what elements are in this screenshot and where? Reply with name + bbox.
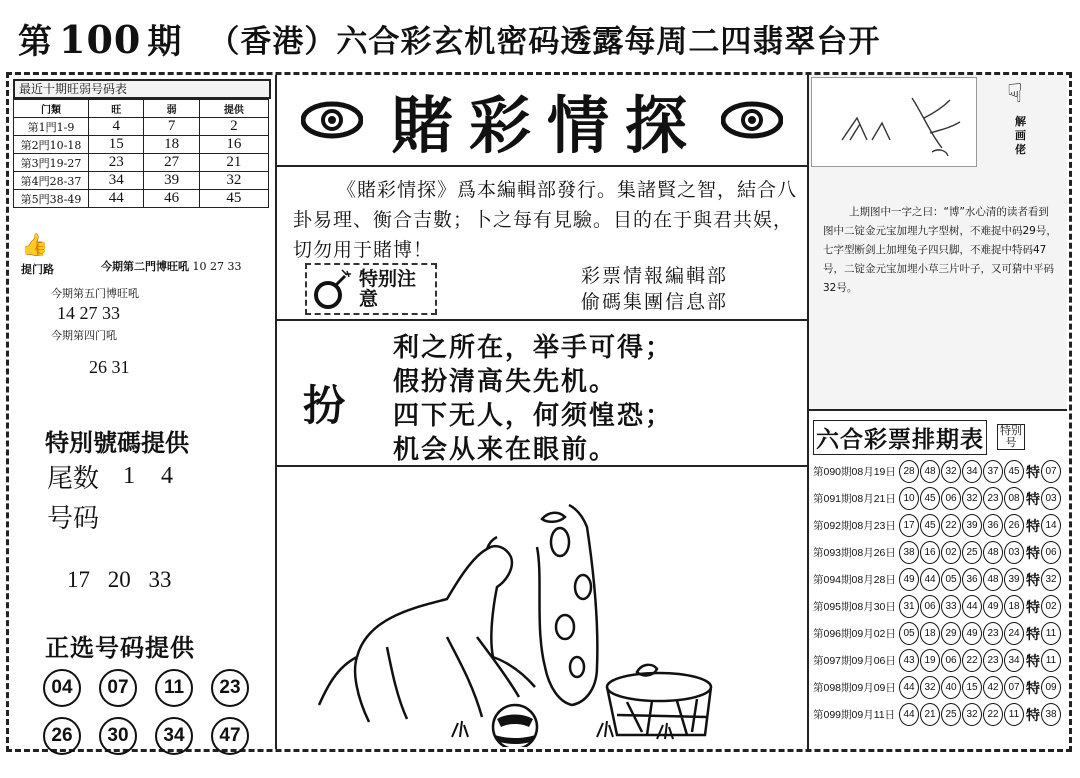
schedule-ball: 44	[899, 676, 919, 699]
schedule-ball: 48	[920, 460, 940, 483]
schedule-ball: 16	[920, 541, 940, 564]
schedule-ball: 21	[920, 703, 940, 726]
schedule-ball: 19	[920, 649, 940, 672]
ruo-cell: 27	[144, 154, 199, 172]
issue-number-value: 100	[59, 16, 142, 62]
schedule-ball: 48	[983, 568, 1003, 591]
page-title: （香港）六合彩玄机密码透露每周二四翡翠台开	[208, 23, 881, 60]
schedule-ball: 39	[962, 514, 982, 537]
special-label: 特	[1026, 517, 1040, 534]
schedule-row	[813, 458, 1067, 485]
tip-line-3-label: 今期第四门吼	[51, 329, 117, 342]
explanation-text: 上期图中一字之曰：“博”水心清的读者看到图中二锭金元宝加埋九字型树，不难捉中码29号，七字型断剑上加埋兔子四只脚，不难捉中特码47号，二锭金元宝加埋小草三片叶子，又可猜中平码32号。	[823, 206, 1057, 294]
schedule-ball: 32	[962, 487, 982, 510]
eye-icon	[301, 100, 363, 140]
schedule-ball: 33	[941, 595, 961, 618]
tigong-cell: 45	[199, 190, 268, 208]
tip-line-1-label: 今期第二門博旺吼	[101, 260, 189, 273]
wang-cell: 44	[89, 190, 144, 208]
number-ball: 11	[155, 669, 193, 707]
schedule-special-ball: 09	[1041, 676, 1061, 699]
stats-block	[13, 79, 271, 208]
schedule-row	[813, 512, 1067, 539]
tail-row	[47, 458, 173, 495]
poem-block	[277, 319, 807, 467]
schedule-date: 第098期09月09日	[813, 682, 896, 694]
tip-line-2-label: 今期第五门博旺吼	[51, 287, 139, 300]
main-numbers-row	[43, 669, 283, 707]
schedule-row	[813, 620, 1067, 647]
previous-picture	[811, 77, 977, 167]
schedule-date: 第094期08月28日	[813, 574, 896, 586]
number-ball: 47	[211, 717, 249, 755]
schedule-row	[813, 701, 1067, 728]
schedule-ball: 36	[962, 568, 982, 591]
schedule-ball: 10	[899, 487, 919, 510]
tigong-cell: 32	[199, 172, 268, 190]
col-header: 弱	[144, 100, 199, 118]
tail-label: 尾数	[47, 464, 100, 494]
explanation-panel	[809, 75, 1067, 411]
poem-line: 假扮清高失先机。	[393, 367, 618, 397]
schedule-row	[813, 485, 1067, 512]
schedule-ball: 02	[941, 541, 961, 564]
stats-header-row	[14, 100, 269, 118]
schedule-ball: 29	[941, 622, 961, 645]
schedule-date: 第096期09月02日	[813, 628, 896, 640]
code-label: 号码	[47, 504, 100, 534]
tigong-cell: 21	[199, 154, 268, 172]
schedule-ball: 25	[962, 541, 982, 564]
schedule-special-ball: 38	[1041, 703, 1061, 726]
special-label: 特	[1026, 544, 1040, 561]
schedule-ball: 49	[899, 568, 919, 591]
schedule-date: 第099期09月11日	[813, 709, 896, 721]
issue-suffix: 期	[147, 21, 183, 62]
schedule-row	[813, 647, 1067, 674]
schedule-ball: 36	[983, 514, 1003, 537]
schedule-list	[813, 458, 1067, 728]
schedule-ball: 26	[1004, 514, 1024, 537]
special-label: 特	[1026, 679, 1040, 696]
schedule-ball: 38	[899, 541, 919, 564]
schedule-ball: 34	[962, 460, 982, 483]
schedule-ball: 31	[899, 595, 919, 618]
schedule-special-ball: 14	[1041, 514, 1061, 537]
schedule-special-ball: 03	[1041, 487, 1061, 510]
code-nums: 17 20 33	[67, 567, 172, 592]
ball-drawing	[493, 705, 537, 747]
row-label: 第1門1-9	[14, 118, 89, 136]
col-header: 门類	[14, 100, 89, 118]
col-header: 旺	[89, 100, 144, 118]
schedule-row	[813, 566, 1067, 593]
stats-caption: 最近十期旺弱号码表	[13, 79, 271, 99]
schedule-ball: 23	[983, 622, 1003, 645]
schedule-ball: 08	[1004, 487, 1024, 510]
schedule-row	[813, 593, 1067, 620]
riddle-illustration	[297, 487, 797, 747]
tip-line-1	[101, 258, 241, 274]
schedule-ball: 28	[899, 460, 919, 483]
notice-box	[305, 263, 437, 315]
row-label: 第5門38-49	[14, 190, 89, 208]
poem-text	[393, 331, 673, 467]
schedule-row	[813, 539, 1067, 566]
ruo-cell: 18	[144, 136, 199, 154]
right-column	[809, 75, 1069, 749]
schedule-ball: 18	[1004, 595, 1024, 618]
intro-text: 《賭彩情探》爲本編輯部發行。集諸賢之智，結合八卦易理、衡合吉數；卜之每有見驗。目的在于與君共娱，切勿用于賭博！	[293, 179, 798, 261]
broken-sword-stump	[537, 505, 597, 705]
notice-text: 特别注意	[359, 268, 417, 310]
schedule-ball: 06	[941, 487, 961, 510]
issue-number	[18, 14, 182, 63]
schedule-ball: 18	[920, 622, 940, 645]
middle-column	[277, 75, 809, 749]
special-label: 特	[1026, 571, 1040, 588]
special-label: 特	[1026, 706, 1040, 723]
pot-drawing	[607, 665, 711, 735]
ruo-cell: 46	[144, 190, 199, 208]
schedule-ball: 05	[899, 622, 919, 645]
issue-prefix: 第	[18, 21, 53, 62]
schedule-ball: 44	[962, 595, 982, 618]
schedule-ball: 06	[941, 649, 961, 672]
table-row	[14, 154, 269, 172]
schedule-special-ball: 07	[1041, 460, 1061, 483]
schedule-ball: 49	[983, 595, 1003, 618]
schedule-ball: 49	[962, 622, 982, 645]
wang-cell: 34	[89, 172, 144, 190]
schedule-date: 第092期08月23日	[813, 520, 896, 532]
schedule-ball: 39	[1004, 568, 1024, 591]
tip-line-2-nums: 14 27 33	[57, 303, 120, 323]
poem-line: 机会从来在眼前。	[393, 435, 618, 465]
tigong-cell: 2	[199, 118, 268, 136]
row-label: 第2門10-18	[14, 136, 89, 154]
schedule-ball: 06	[920, 595, 940, 618]
tip-line-3-nums: 26 31	[89, 357, 130, 377]
poem-key-char: 扮	[303, 381, 346, 430]
table-row	[14, 190, 269, 208]
schedule-date: 第090期08月19日	[813, 466, 896, 478]
main-numbers-row	[43, 717, 283, 755]
schedule-ball: 05	[941, 568, 961, 591]
schedule-ball: 45	[920, 514, 940, 537]
schedule-ball: 44	[920, 568, 940, 591]
schedule-title: 六合彩票排期表	[813, 420, 987, 455]
bomb-icon	[311, 267, 355, 311]
schedule-ball: 42	[983, 676, 1003, 699]
schedule-ball: 15	[962, 676, 982, 699]
schedule-header	[813, 415, 1063, 459]
schedule-ball: 11	[1004, 703, 1024, 726]
schedule-date: 第095期08月30日	[813, 601, 896, 613]
masthead-title: 賭彩情探	[390, 88, 703, 162]
eye-icon	[721, 100, 783, 140]
page-header	[10, 10, 1070, 66]
special-label: 特	[1026, 490, 1040, 507]
special-tag: 特别号	[997, 424, 1025, 450]
publisher-2: 偷碼集團信息部	[581, 291, 729, 313]
number-ball: 23	[211, 669, 249, 707]
schedule-ball: 48	[983, 541, 1003, 564]
schedule-date: 第097期09月06日	[813, 655, 896, 667]
col-header: 提供	[199, 100, 268, 118]
schedule-ball: 34	[1004, 649, 1024, 672]
schedule-ball: 17	[899, 514, 919, 537]
main-numbers	[43, 669, 283, 755]
schedule-ball: 32	[962, 703, 982, 726]
special-label: 特	[1026, 598, 1040, 615]
schedule-date: 第091期08月21日	[813, 493, 896, 505]
tree-sketch	[812, 78, 976, 166]
thumbs-up-icon: 👍	[21, 233, 49, 258]
schedule-ball: 32	[920, 676, 940, 699]
schedule-special-ball: 32	[1041, 568, 1061, 591]
special-label: 特	[1026, 652, 1040, 669]
schedule-ball: 32	[941, 460, 961, 483]
schedule-ball: 07	[1004, 676, 1024, 699]
table-row	[14, 118, 269, 136]
schedule-special-ball: 11	[1041, 649, 1061, 672]
animal-drawing	[319, 537, 535, 722]
schedule-ball: 37	[983, 460, 1003, 483]
special-label: 特	[1026, 463, 1040, 480]
wang-cell: 23	[89, 154, 144, 172]
schedule-ball: 45	[1004, 460, 1024, 483]
publisher-1: 彩票情報編輯部	[581, 265, 729, 287]
schedule-row	[813, 674, 1067, 701]
stats-table	[13, 99, 269, 208]
schedule-ball: 24	[1004, 622, 1024, 645]
number-ball: 07	[99, 669, 137, 707]
main-title: 正选号码提供	[45, 633, 195, 662]
tigong-cell: 16	[199, 136, 268, 154]
poem-line: 利之所在，举手可得；	[393, 333, 674, 363]
tip-line-1-nums: 10 27 33	[192, 260, 242, 273]
schedule-ball: 22	[983, 703, 1003, 726]
special-label: 特	[1026, 625, 1040, 642]
wang-cell: 4	[89, 118, 144, 136]
left-column	[9, 75, 277, 749]
special-title: 特別號碼提供	[45, 429, 189, 457]
schedule-special-ball: 11	[1041, 622, 1061, 645]
schedule-special-ball: 06	[1041, 541, 1061, 564]
masthead	[277, 75, 807, 167]
schedule-ball: 40	[941, 676, 961, 699]
schedule-special-ball: 02	[1041, 595, 1061, 618]
table-row	[14, 136, 269, 154]
pointing-hand-icon: ☟	[1007, 79, 1023, 109]
schedule-ball: 22	[962, 649, 982, 672]
row-label: 第4門28-37	[14, 172, 89, 190]
number-ball: 30	[99, 717, 137, 755]
ruo-cell: 39	[144, 172, 199, 190]
schedule-ball: 23	[983, 649, 1003, 672]
wang-cell: 15	[89, 136, 144, 154]
number-ball: 34	[155, 717, 193, 755]
number-ball: 26	[43, 717, 81, 755]
table-row	[14, 172, 269, 190]
ruo-cell: 7	[144, 118, 199, 136]
schedule-ball: 44	[899, 703, 919, 726]
schedule-ball: 03	[1004, 541, 1024, 564]
tip-label: 提门路	[21, 263, 54, 276]
row-label: 第3門19-27	[14, 154, 89, 172]
schedule-ball: 22	[941, 514, 961, 537]
schedule-ball: 43	[899, 649, 919, 672]
schedule-ball: 25	[941, 703, 961, 726]
schedule-ball: 45	[920, 487, 940, 510]
number-ball: 04	[43, 669, 81, 707]
schedule-ball: 23	[983, 487, 1003, 510]
schedule-date: 第093期08月26日	[813, 547, 896, 559]
poem-line: 四下无人，何须惶恐；	[393, 401, 674, 431]
jie-label: 解画佬	[1015, 115, 1026, 156]
tail-nums: 1 4	[123, 463, 174, 489]
